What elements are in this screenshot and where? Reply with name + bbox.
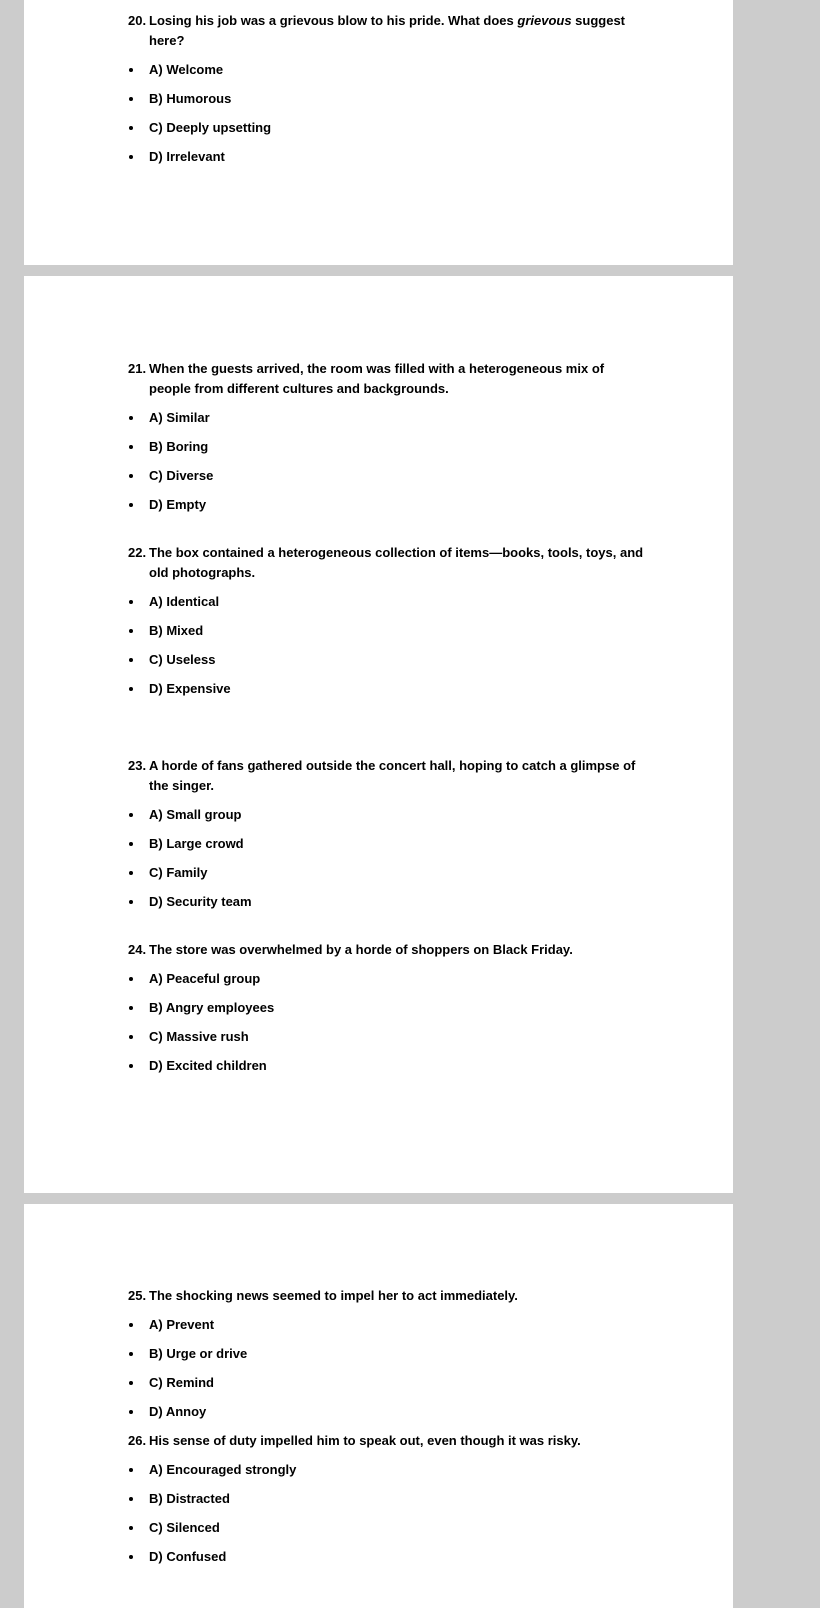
question-number: 26. bbox=[128, 1433, 147, 1448]
option-label: C) Silenced bbox=[149, 1520, 220, 1535]
answer-options bbox=[128, 592, 648, 699]
option-label: B) Urge or drive bbox=[149, 1346, 248, 1361]
question-number: 23. bbox=[128, 758, 147, 773]
question-text bbox=[128, 543, 648, 583]
option-label: D) Empty bbox=[149, 497, 207, 512]
answer-option bbox=[128, 408, 648, 428]
answer-option bbox=[128, 60, 648, 80]
question-text-part: The box contained a heterogeneous collection of items—books, tools, toys, and old photographs. bbox=[149, 545, 644, 580]
bullet-icon bbox=[129, 155, 133, 159]
question-23 bbox=[128, 756, 648, 912]
option-label: A) Identical bbox=[149, 594, 220, 609]
question-number: 21. bbox=[128, 361, 147, 376]
answer-option bbox=[128, 621, 648, 641]
document-page-3 bbox=[24, 1204, 733, 1608]
bullet-icon bbox=[129, 1526, 133, 1530]
answer-option bbox=[128, 1518, 648, 1538]
bullet-icon bbox=[129, 1352, 133, 1356]
option-label: D) Security team bbox=[149, 894, 252, 909]
bullet-icon bbox=[129, 445, 133, 449]
option-label: B) Humorous bbox=[149, 91, 232, 106]
answer-option bbox=[128, 89, 648, 109]
option-label: C) Diverse bbox=[149, 468, 214, 483]
answer-option bbox=[128, 1489, 648, 1509]
answer-option bbox=[128, 834, 648, 854]
bullet-icon bbox=[129, 687, 133, 691]
bullet-icon bbox=[129, 416, 133, 420]
answer-option bbox=[128, 1460, 648, 1480]
option-label: A) Prevent bbox=[149, 1317, 215, 1332]
answer-options bbox=[128, 60, 648, 167]
question-text bbox=[128, 1286, 648, 1306]
question-text-part: A horde of fans gathered outside the concert hall, hoping to catch a glimpse of the singer. bbox=[149, 758, 636, 793]
bullet-icon bbox=[129, 1323, 133, 1327]
question-text-part: When the guests arrived, the room was filled with a heterogeneous mix of people from different cultures and backgrounds. bbox=[149, 361, 605, 396]
answer-option bbox=[128, 118, 648, 138]
answer-options bbox=[128, 969, 648, 1076]
bullet-icon bbox=[129, 68, 133, 72]
option-label: D) Excited children bbox=[149, 1058, 267, 1073]
answer-option bbox=[128, 892, 648, 912]
bullet-icon bbox=[129, 1555, 133, 1559]
bullet-icon bbox=[129, 977, 133, 981]
option-label: A) Similar bbox=[149, 410, 210, 425]
question-text-part: The shocking news seemed to impel her to act immediately. bbox=[149, 1288, 518, 1303]
question-text-part: The store was overwhelmed by a horde of shoppers on Black Friday. bbox=[149, 942, 573, 957]
answer-option bbox=[128, 1402, 648, 1422]
option-label: C) Massive rush bbox=[149, 1029, 249, 1044]
bullet-icon bbox=[129, 1410, 133, 1414]
emphasized-word: grievous bbox=[517, 13, 572, 28]
answer-options bbox=[128, 408, 648, 515]
bullet-icon bbox=[129, 629, 133, 633]
answer-option bbox=[128, 466, 648, 486]
question-text-part: Losing his job was a grievous blow to his pride. What does bbox=[149, 13, 518, 28]
option-label: B) Angry employees bbox=[149, 1000, 275, 1015]
option-label: B) Large crowd bbox=[149, 836, 244, 851]
bullet-icon bbox=[129, 1497, 133, 1501]
question-text bbox=[128, 1431, 648, 1451]
answer-options bbox=[128, 1315, 648, 1422]
option-label: A) Peaceful group bbox=[149, 971, 261, 986]
bullet-icon bbox=[129, 813, 133, 817]
option-label: C) Remind bbox=[149, 1375, 214, 1390]
bullet-icon bbox=[129, 503, 133, 507]
answer-options bbox=[128, 1460, 648, 1567]
question-text-part: suggest here? bbox=[149, 13, 626, 48]
answer-option bbox=[128, 679, 648, 699]
document-page-2 bbox=[24, 276, 733, 1193]
bullet-icon bbox=[129, 97, 133, 101]
bullet-icon bbox=[129, 871, 133, 875]
question-21 bbox=[128, 359, 648, 515]
option-label: A) Small group bbox=[149, 807, 242, 822]
bullet-icon bbox=[129, 658, 133, 662]
question-text bbox=[128, 11, 648, 51]
question-24 bbox=[128, 940, 648, 1076]
option-label: D) Confused bbox=[149, 1549, 227, 1564]
answer-option bbox=[128, 1315, 648, 1335]
bullet-icon bbox=[129, 1381, 133, 1385]
option-label: C) Family bbox=[149, 865, 208, 880]
question-number: 22. bbox=[128, 545, 147, 560]
bullet-icon bbox=[129, 600, 133, 604]
bullet-icon bbox=[129, 900, 133, 904]
bullet-icon bbox=[129, 842, 133, 846]
answer-option bbox=[128, 998, 648, 1018]
option-label: B) Distracted bbox=[149, 1491, 230, 1506]
bullet-icon bbox=[129, 1035, 133, 1039]
bullet-icon bbox=[129, 1064, 133, 1068]
answer-option bbox=[128, 805, 648, 825]
answer-option bbox=[128, 1373, 648, 1393]
answer-option bbox=[128, 495, 648, 515]
question-text-part: His sense of duty impelled him to speak out, even though it was risky. bbox=[149, 1433, 581, 1448]
answer-option bbox=[128, 1027, 648, 1047]
option-label: C) Useless bbox=[149, 652, 216, 667]
option-label: C) Deeply upsetting bbox=[149, 120, 272, 135]
option-label: A) Encouraged strongly bbox=[149, 1462, 297, 1477]
option-label: D) Expensive bbox=[149, 681, 231, 696]
option-label: B) Boring bbox=[149, 439, 209, 454]
bullet-icon bbox=[129, 1468, 133, 1472]
answer-option bbox=[128, 592, 648, 612]
question-26 bbox=[128, 1431, 648, 1567]
question-number: 25. bbox=[128, 1288, 147, 1303]
bullet-icon bbox=[129, 126, 133, 130]
question-text bbox=[128, 940, 648, 960]
option-label: B) Mixed bbox=[149, 623, 204, 638]
question-number: 20. bbox=[128, 13, 147, 28]
question-text bbox=[128, 359, 648, 399]
document-page-1 bbox=[24, 0, 733, 265]
answer-option bbox=[128, 1547, 648, 1567]
option-label: D) Irrelevant bbox=[149, 149, 225, 164]
option-label: A) Welcome bbox=[149, 62, 224, 77]
answer-option bbox=[128, 650, 648, 670]
answer-option bbox=[128, 863, 648, 883]
answer-option bbox=[128, 969, 648, 989]
answer-option bbox=[128, 147, 648, 167]
question-22 bbox=[128, 543, 648, 699]
answer-options bbox=[128, 805, 648, 912]
answer-option bbox=[128, 1344, 648, 1364]
option-label: D) Annoy bbox=[149, 1404, 207, 1419]
question-25 bbox=[128, 1286, 648, 1422]
bullet-icon bbox=[129, 474, 133, 478]
question-number: 24. bbox=[128, 942, 147, 957]
answer-option bbox=[128, 1056, 648, 1076]
question-text bbox=[128, 756, 648, 796]
bullet-icon bbox=[129, 1006, 133, 1010]
answer-option bbox=[128, 437, 648, 457]
question-20 bbox=[128, 11, 648, 167]
